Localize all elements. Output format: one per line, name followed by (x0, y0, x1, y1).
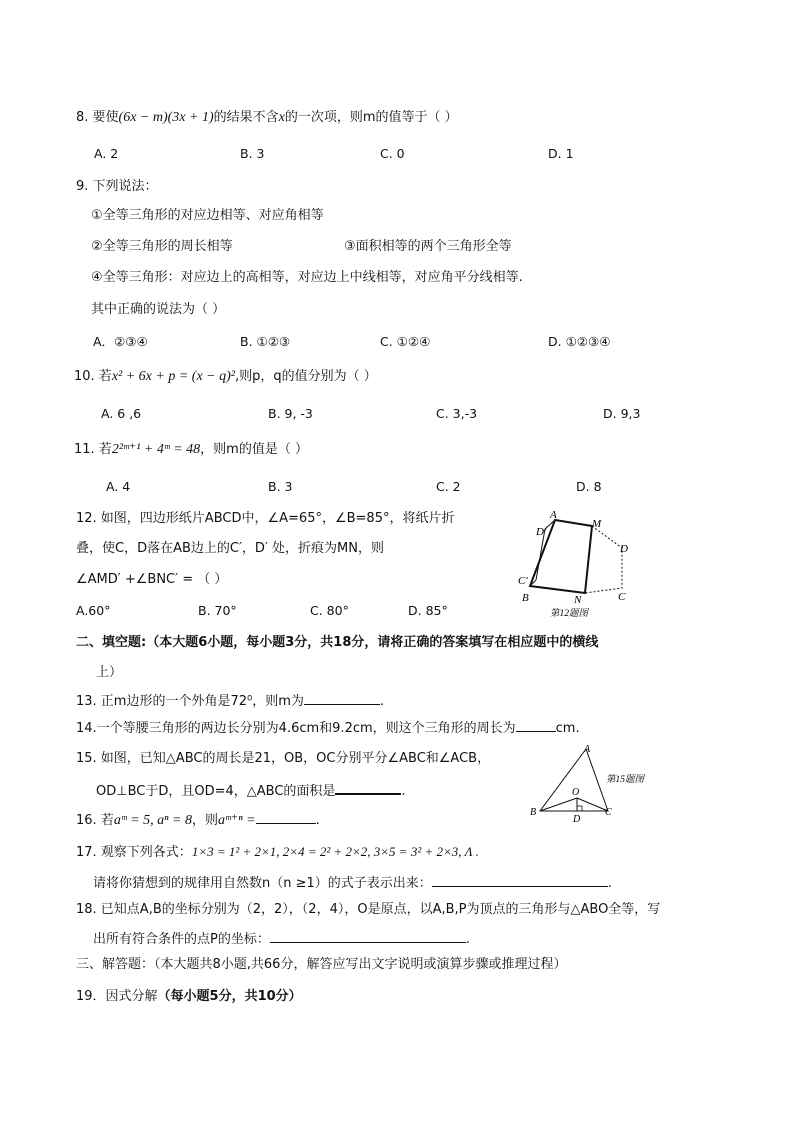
q15-label-d: D (573, 814, 581, 823)
q10-option-d[interactable]: D. 9,3 (603, 406, 641, 421)
q17-prefix: 17. 观察下列各式： (76, 845, 192, 860)
q15-caption: 第15题图 (606, 775, 645, 785)
q18-line-1: 18. 已知点A,B的坐标分别为（2，2），（2，4），O是原点，以A,B,P为顶点的三角形与△ABO全等，写 (76, 902, 661, 917)
q11-prefix: 11. 若 (74, 442, 112, 457)
q12-label-cprime: C′ (518, 575, 528, 587)
q18-answer-blank[interactable] (270, 929, 466, 943)
q10-option-c[interactable]: C. 3,-3 (436, 406, 478, 421)
q9-statement-4: ④全等三角形：对应边上的高相等，对应边上中线相等，对应角平分线相等. (91, 270, 523, 285)
q18-line-2 (93, 929, 470, 949)
q16-expression: aᵐ = 5, aⁿ = 8 (113, 813, 192, 828)
q15-segment-ob (540, 798, 577, 811)
q15-label-o: O (572, 787, 580, 798)
q16-stem (76, 810, 320, 830)
q8-option-b[interactable]: B. 3 (240, 146, 265, 161)
q12-label-a: A (550, 509, 557, 521)
q17-text: 请将你猜想到的规律用自然数n（n ≥1）的式子表示出来： (93, 876, 432, 891)
q11-option-d[interactable]: D. 8 (576, 479, 602, 494)
q12-line-2: 叠，使C，D落在AB边上的C′，D′ 处，折痕为MN，则 (76, 541, 384, 556)
q8-expression: (6x − m)(3x + 1) (118, 110, 214, 125)
q15-line-1: 15. 如图，已知△ABC的周长是21，OB，OC分别平分∠ABC和∠ACB， (76, 751, 491, 766)
q9-stem: 9. 下列说法： (76, 179, 158, 194)
q11-stem (74, 441, 308, 459)
q12-option-d[interactable]: D. 85° (408, 603, 448, 618)
section3-heading: 三、解答题：（本大题共8小题,共66分，解答应写出文字说明或演算步骤或推理过程） (76, 957, 567, 972)
q15-label-b: B (530, 807, 537, 818)
q11-option-c[interactable]: C. 2 (436, 479, 461, 494)
q10-option-b[interactable]: B. 9, -3 (268, 406, 313, 421)
q12-caption: 第12题图 (550, 609, 589, 619)
q11-option-b[interactable]: B. 3 (268, 479, 293, 494)
q15-right-angle-mark (577, 806, 582, 811)
q11-expression: 2²ᵐ⁺¹ + 4ᵐ = 48 (111, 442, 201, 457)
q19-text: 19．因式分解 (76, 989, 158, 1004)
q16-end: . (315, 813, 320, 828)
q16-prefix: 16. 若 (76, 813, 114, 828)
q17-stem (76, 843, 479, 862)
q8-prefix: 8. 要使 (76, 110, 119, 125)
q8-option-a[interactable]: A. 2 (94, 146, 119, 161)
q12-label-dprime: D′ (536, 526, 547, 538)
section2-heading-line1 (76, 634, 598, 652)
q19-stem (76, 988, 302, 1006)
q12-label-b: B (522, 592, 529, 604)
q11-option-a[interactable]: A. 4 (106, 479, 131, 494)
q9-statement-1: ①全等三角形的对应边相等、对应角相等 (91, 208, 324, 223)
q12-label-m: M (592, 518, 602, 530)
section2-heading-line2: 上） (96, 665, 123, 680)
q14-answer-blank[interactable] (516, 718, 556, 732)
q14-stem (76, 718, 580, 738)
q12-option-a[interactable]: A.60° (76, 603, 111, 618)
q12-label-d: D (620, 543, 628, 555)
q18-text: 出所有符合条件的点P的坐标： (93, 932, 270, 947)
q13-answer-blank[interactable] (304, 691, 380, 705)
q15-figure (526, 743, 666, 823)
q8-variable: x (278, 110, 285, 125)
q15-line-2 (96, 780, 406, 801)
q17-answer-blank[interactable] (432, 873, 608, 887)
q9-option-a[interactable]: A．②③④ (93, 334, 148, 349)
q11-suffix: ，则m的值是（ ） (200, 442, 308, 457)
q8-suffix: 的一次项，则m的值等于（ ） (284, 110, 458, 125)
q10-expression: x² + 6x + p = (x − q)² (111, 369, 235, 384)
q10-prefix: 10. 若 (74, 369, 112, 384)
q18-end: . (465, 932, 470, 947)
q8-stem (76, 109, 458, 127)
q16-expression-2: aᵐ⁺ⁿ = (217, 813, 256, 828)
q15-answer-blank[interactable] (335, 780, 401, 795)
q9-statement-3: ③面积相等的两个三角形全等 (344, 239, 512, 254)
q15-label-a: A (584, 744, 591, 755)
q8-option-c[interactable]: C. 0 (380, 146, 405, 161)
q13-end: . (379, 694, 385, 709)
q12-figure (512, 508, 642, 623)
q9-question: 其中正确的说法为（ ） (91, 302, 226, 317)
q9-option-c[interactable]: C. ①②④ (380, 334, 431, 349)
q12-label-c: C (618, 591, 626, 603)
q19-note: （每小题5分，共10分） (157, 989, 302, 1004)
q8-mid: 的结果不含 (213, 110, 279, 125)
q12-option-b[interactable]: B. 70° (198, 603, 237, 618)
q10-option-a[interactable]: A. 6 ,6 (101, 406, 142, 421)
q17-expression: 1×3 = 1² + 2×1, 2×4 = 2² + 2×2, 3×5 = 3² + 2×3, Λ . (191, 844, 479, 859)
q17-end: . (607, 876, 612, 891)
q13-text: 13. 正m边形的一个外角是72⁰，则m为 (76, 694, 304, 709)
q15-end: . (401, 784, 406, 799)
q9-option-d[interactable]: D. ①②③④ (548, 334, 611, 349)
q17-line-2 (93, 873, 612, 893)
q12-line-1: 12. 如图，四边形纸片ABCD中，∠A=65°，∠B=85°，将纸片折 (76, 511, 455, 526)
q15-label-c: C (605, 807, 612, 818)
q9-statement-2: ②全等三角形的周长相等 (91, 239, 233, 254)
q15-triangle (540, 749, 608, 811)
q16-mid: ，则 (191, 813, 218, 828)
q8-option-d[interactable]: D. 1 (548, 146, 574, 161)
q9-option-b[interactable]: B. ①②③ (240, 334, 291, 349)
q15-text: OD⊥BC于D，且OD=4，△ABC的面积是 (96, 784, 336, 799)
q12-option-c[interactable]: C. 80° (310, 603, 349, 618)
q16-answer-blank[interactable] (256, 810, 316, 824)
q10-stem (74, 368, 377, 386)
section2-heading-text: 二、填空题:（本大题6小题，每小题3分，共18分，请将正确的答案填写在相应题中的横线 (76, 635, 599, 650)
q14-end: cm. (555, 721, 580, 736)
q13-stem (76, 691, 384, 711)
q10-suffix: ,则p，q的值分别为（ ） (234, 369, 377, 384)
q12-label-n: N (574, 594, 582, 606)
q12-line-3: ∠AMD′ +∠BNC′ = （ ） (76, 572, 228, 587)
q14-text: 14.一个等腰三角形的两边长分别为4.6cm和9.2cm，则这个三角形的周长为 (76, 721, 516, 736)
